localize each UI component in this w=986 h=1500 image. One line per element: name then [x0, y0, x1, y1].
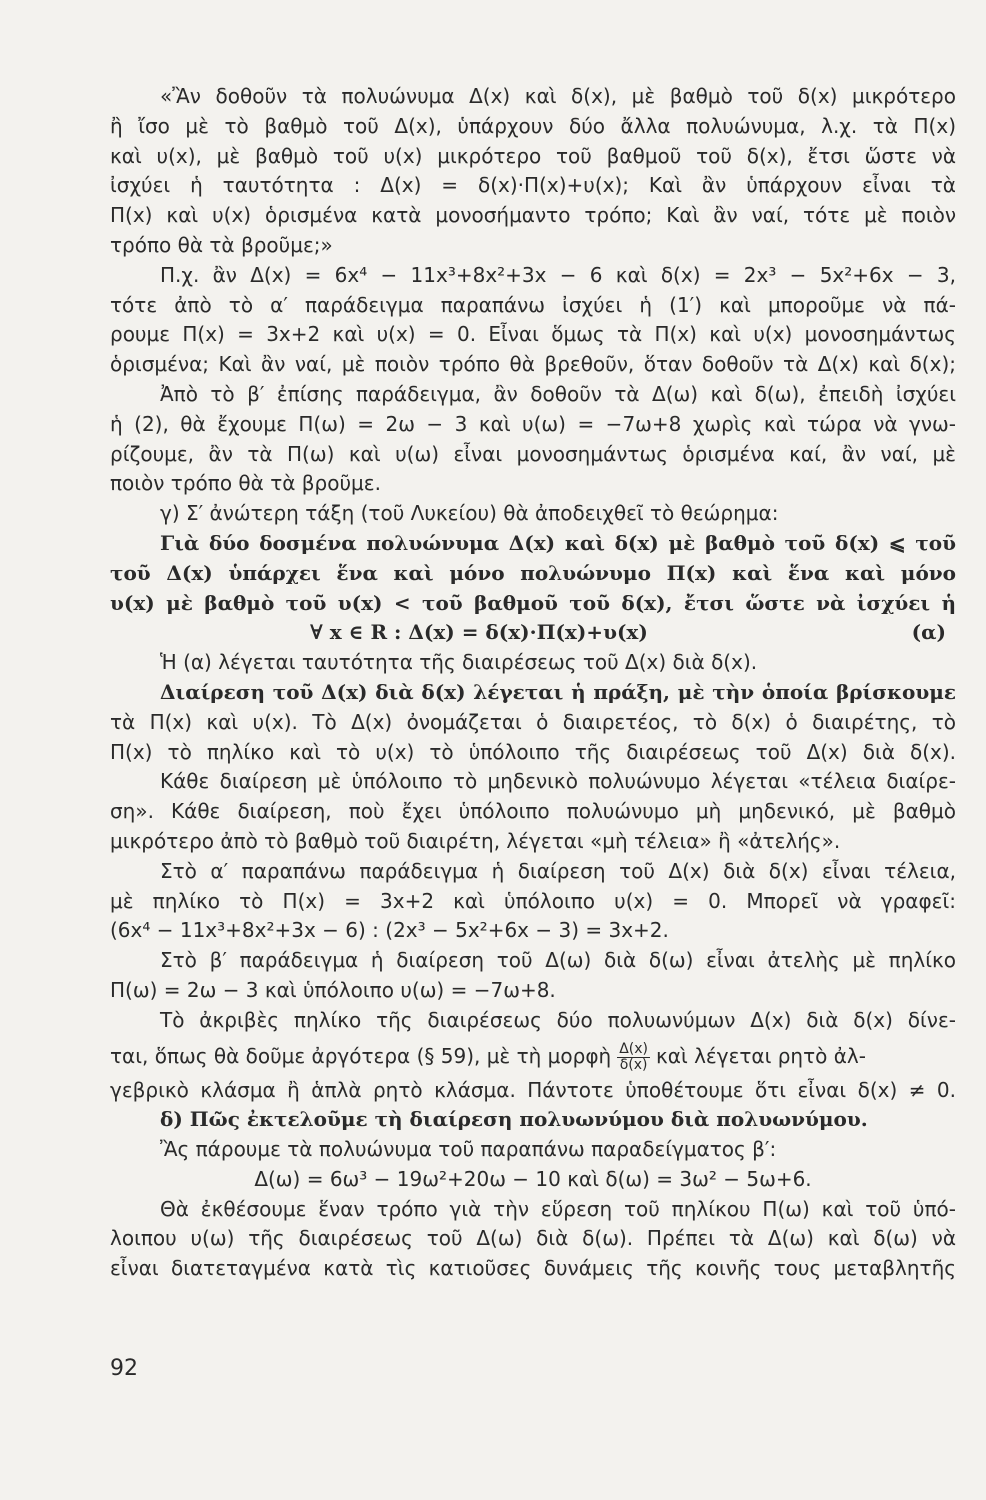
text-line: μὲ πηλίκο τὸ Π(x) = 3x+2 καὶ ὑπόλοιπο υ(x) = 0. Μπορεῖ νὰ γραφεῖ: — [110, 888, 956, 913]
text-line: καὶ υ(x), μὲ βαθμὸ τοῦ υ(x) μικρότερο τοῦ βαθμοῦ τοῦ δ(x), ἔτσι ὥστε νὰ — [110, 143, 956, 168]
text-line: γεβρικὸ κλάσμα ἢ ἁπλὰ ρητὸ κλάσμα. Πάντοτε ὑποθέτουμε ὅτι εἶναι δ(x) ≠ 0. — [110, 1077, 956, 1102]
text-line: Στὸ α′ παραπάνω παράδειγμα ἡ διαίρεση τοῦ Δ(x) διὰ δ(x) εἶναι τέλεια, — [160, 858, 956, 883]
equation-tag: (α) — [911, 620, 946, 645]
equation-body: ∀ x ∈ R : Δ(x) = δ(x)·Π(x)+υ(x) — [310, 620, 648, 645]
section-heading-c: γ) Σ′ ἀνώτερη τάξη (τοῦ Λυκείου) θὰ ἀποδειχθεῖ τὸ θεώρημα: — [160, 501, 779, 526]
text-line: Στὸ β′ παράδειγμα ἡ διαίρεση τοῦ Δ(ω) διὰ δ(ω) εἶναι ἀτελὴς μὲ πηλίκο — [160, 948, 956, 973]
text-line: ἡ (2), θὰ ἔχουμε Π(ω) = 2ω − 3 καὶ υ(ω) = −7ω+8 χωρὶς καὶ τώρα νὰ γνω- — [110, 411, 956, 436]
page-number: 92 — [110, 1356, 138, 1381]
text-line: ποιὸν τρόπο θὰ τὰ βροῦμε. — [110, 471, 381, 496]
text-line: Π(x) καὶ υ(x) ὁρισμένα κατὰ μονοσήμαντο τρόπο; Καὶ ἂν ναί, τότε μὲ ποιὸν — [110, 203, 956, 228]
text-line-with-fraction — [110, 1036, 956, 1076]
text-line: ρουμε Π(x) = 3x+2 καὶ υ(x) = 0. Εἶναι ὅμως τὰ Π(x) καὶ υ(x) μονοσημάντως — [110, 322, 956, 347]
identity-equation — [110, 618, 956, 648]
text-line: Ἀπὸ τὸ β′ ἐπίσης παράδειγμα, ἂν δοθοῦν τὰ Δ(ω) καὶ δ(ω), ἐπειδὴ ἰσχύει — [160, 381, 956, 406]
theorem-line: τοῦ Δ(x) ὑπάρχει ἕνα καὶ μόνο πολυώνυμο Π(x) καὶ ἕνα καὶ μόνο — [110, 560, 956, 585]
section-heading-d: δ) Πῶς ἐκτελοῦμε τὴ διαίρεση πολυωνύμου διὰ πολυωνύμου. — [160, 1107, 868, 1132]
text-line: Ἂς πάρουμε τὰ πολυώνυμα τοῦ παραπάνω παραδείγματος β′: — [160, 1137, 777, 1162]
text-line: Τὸ ἀκριβὲς πηλίκο τῆς διαιρέσεως δύο πολυωνύμων Δ(x) διὰ δ(x) δίνε- — [160, 1007, 956, 1032]
text-line: Π(x) τὸ πηλίκο καὶ τὸ υ(x) τὸ ὑπόλοιπο τῆς διαιρέσεως τοῦ Δ(x) διὰ δ(x). — [110, 739, 956, 764]
text-line: μικρότερο ἀπὸ τὸ βαθμὸ τοῦ διαιρέτη, λέγεται «μὴ τέλεια» ἢ «ἀτελής». — [110, 828, 841, 853]
text-line: (6x⁴ − 11x³+8x²+3x − 6) : (2x³ − 5x²+6x − 3) = 3x+2. — [110, 918, 669, 943]
text-line: ρίζουμε, ἂν τὰ Π(ω) καὶ υ(ω) εἶναι μονοσημάντως ὁρισμένα καί, ἂν ναί, μὲ — [110, 441, 956, 466]
fraction-numerator: Δ(x) — [619, 1040, 648, 1057]
text-line: «Ἂν δοθοῦν τὰ πολυώνυμα Δ(x) καὶ δ(x), μὲ βαθμὸ τοῦ δ(x) μικρότερο — [160, 84, 956, 108]
text-line: ἰσχύει ἡ ταυτότητα : Δ(x) = δ(x)·Π(x)+υ(x); Καὶ ἂν ὑπάρχουν εἶναι τὰ — [110, 173, 956, 198]
text-line: τὰ Π(x) καὶ υ(x). Τὸ Δ(x) ὀνομάζεται ὁ διαιρετέος, τὸ δ(x) ὁ διαιρέτης, τὸ — [110, 709, 956, 734]
theorem-line: υ(x) μὲ βαθμὸ τοῦ υ(x) < τοῦ βαθμοῦ τοῦ δ(x), ἔτσι ὥστε νὰ ἰσχύει ἡ — [110, 590, 956, 615]
polynomials-equation: Δ(ω) = 6ω³ − 19ω²+20ω − 10 καὶ δ(ω) = 3ω² − 5ω+6. — [254, 1166, 812, 1191]
text-line: Π.χ. ἂν Δ(x) = 6x⁴ − 11x³+8x²+3x − 6 καὶ δ(x) = 2x³ − 5x²+6x − 3, — [160, 262, 956, 287]
fraction-lead-text: ται, ὅπως θὰ δοῦμε ἀργότερα (§ 59), μὲ τὴ μορφὴ — [110, 1043, 612, 1068]
text-line: τρόπο θὰ τὰ βροῦμε;» — [110, 232, 333, 257]
page-text — [110, 82, 956, 1284]
text-line: Κάθε διαίρεση μὲ ὑπόλοιπο τὸ μηδενικὸ πολυώνυμο λέγεται «τέλεια διαίρε- — [160, 769, 956, 794]
text-line: Θὰ ἐκθέσουμε ἕναν τρόπο γιὰ τὴν εὕρεση τοῦ πηλίκου Π(ω) καὶ τοῦ ὑπό- — [160, 1196, 956, 1221]
text-line: λοιπου υ(ω) τῆς διαιρέσεως τοῦ Δ(ω) διὰ δ(ω). Πρέπει τὰ Δ(ω) καὶ δ(ω) νὰ — [110, 1226, 956, 1251]
text-line: ση». Κάθε διαίρεση, ποὺ ἔχει ὑπόλοιπο πολυώνυμο μὴ μηδενικό, μὲ βαθμὸ — [110, 799, 956, 824]
text-line: ἢ ἴσο μὲ τὸ βαθμὸ τοῦ Δ(x), ὑπάρχουν δύο ἄλλα πολυώνυμα, λ.χ. τὰ Π(x) — [110, 113, 956, 138]
text-line: τότε ἀπὸ τὸ α′ παράδειγμα παραπάνω ἰσχύει ἡ (1′) καὶ μποροῦμε νὰ πά- — [110, 292, 956, 317]
text-line: Ἡ (α) λέγεται ταυτότητα τῆς διαιρέσεως τοῦ Δ(x) διὰ δ(x). — [160, 650, 758, 675]
text-line: εἶναι διατεταγμένα κατὰ τὶς κατιοῦσες δυνάμεις τῆς κοινῆς τους μεταβλητῆς — [110, 1256, 956, 1281]
fraction-denominator: δ(x) — [619, 1056, 648, 1073]
definition-line: Διαίρεση τοῦ Δ(x) διὰ δ(x) λέγεται ἡ πράξη, μὲ τὴν ὁποία βρίσκουμε — [160, 679, 956, 704]
rational-fraction — [617, 1042, 650, 1073]
theorem-line: Γιὰ δύο δοσμένα πολυώνυμα Δ(x) καὶ δ(x) μὲ βαθμὸ τοῦ δ(x) ⩽ τοῦ — [160, 530, 956, 555]
text-line: Π(ω) = 2ω − 3 καὶ ὑπόλοιπο υ(ω) = −7ω+8. — [110, 977, 556, 1002]
fraction-trail-text: καὶ λέγεται ρητὸ ἀλ- — [656, 1043, 866, 1068]
text-line: ὁρισμένα; Καὶ ἂν ναί, μὲ ποιὸν τρόπο θὰ βρεθοῦν, ὅταν δοθοῦν τὰ Δ(x) καὶ δ(x); — [110, 352, 956, 377]
